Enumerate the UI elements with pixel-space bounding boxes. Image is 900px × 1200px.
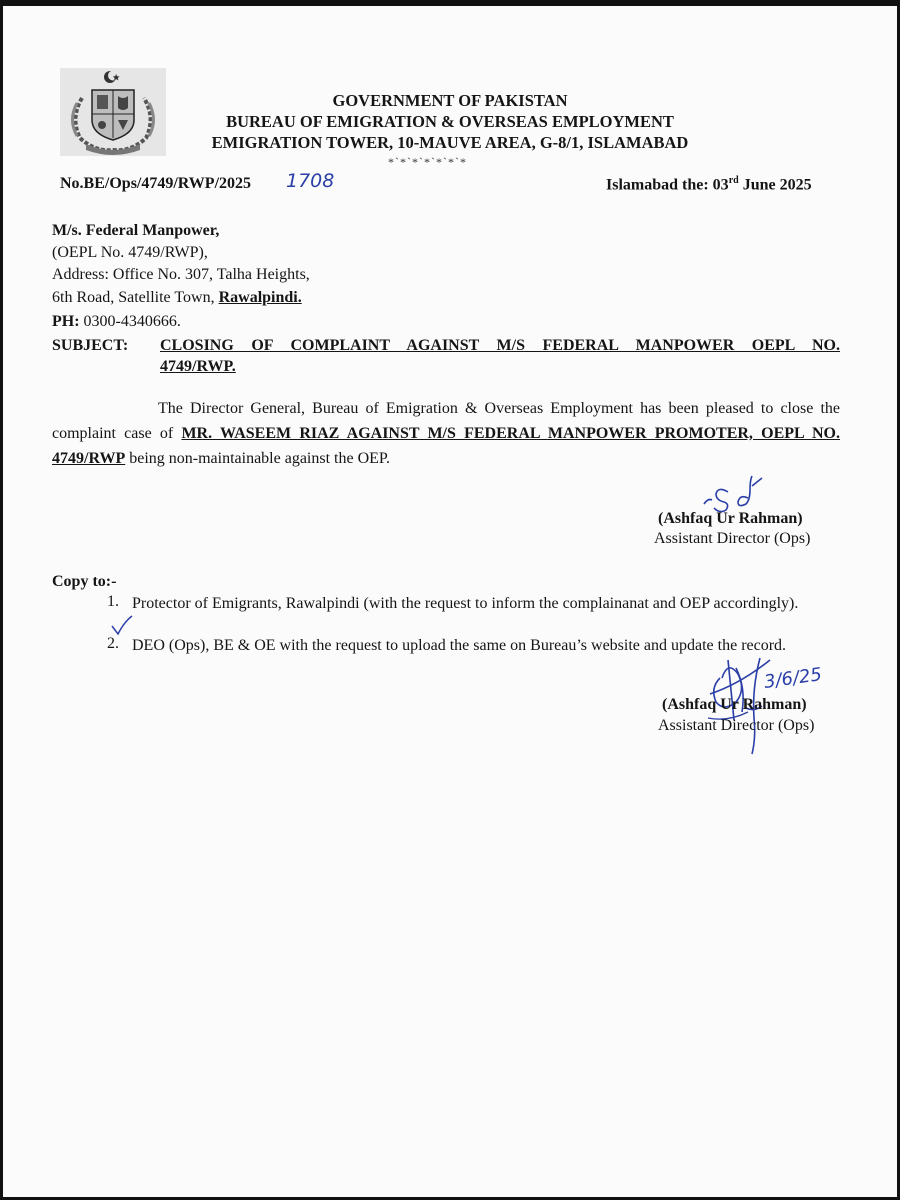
letter-date (606, 175, 812, 194)
body-text-intro: The Director General, Bureau of Emigration & Overseas Employment has been pleased to close the complaint case of (52, 400, 840, 442)
copy-item-1-number: 1. (107, 593, 119, 610)
handwritten-sd-signature-icon (700, 470, 770, 514)
signatory-designation-2: Assistant Director (Ops) (658, 717, 815, 734)
handwritten-diary-number: 1708 (286, 170, 335, 192)
copy-item-1-text: Protector of Emigrants, Rawalpindi (with the request to inform the complainanat and OEP accordingly). (132, 595, 799, 612)
signatory-designation: Assistant Director (Ops) (654, 530, 811, 547)
addressee-address-line2 (52, 289, 302, 307)
signatory-name-2: (Ashfaq Ur Rahman) (662, 696, 807, 713)
signatory-name: (Ashfaq Ur Rahman) (658, 510, 803, 527)
body-paragraph (52, 396, 840, 471)
addressee-phone-line (52, 313, 181, 331)
handwritten-tick-icon (110, 614, 134, 636)
subject-line2: 4749/RWP. (160, 358, 236, 375)
header-address: EMIGRATION TOWER, 10-MAUVE AREA, G-8/1, ISLAMABAD (211, 133, 689, 152)
copy-item-2-number: 2. (107, 635, 119, 652)
header-government: GOVERNMENT OF PAKISTAN (332, 91, 568, 110)
date-rest: June 2025 (738, 176, 812, 194)
date-ordinal: rd (728, 175, 739, 186)
subject-label: SUBJECT: (52, 337, 129, 354)
body-text-end: being non-maintainable against the OEP. (125, 450, 391, 467)
copy-item-2-text: DEO (Ops), BE & OE with the request to upload the same on Bureau’s website and update the record. (132, 637, 787, 654)
handwritten-date: 3/6/25 (762, 664, 824, 693)
phone-number: 0300-4340666. (79, 313, 181, 330)
header-bureau: BUREAU OF EMIGRATION & OVERSEAS EMPLOYMENT (226, 112, 674, 131)
reference-number: No.BE/Ops/4749/RWP/2025 (60, 175, 252, 192)
address-city: Rawalpindi. (218, 289, 302, 306)
subject-line1: CLOSING OF COMPLAINT AGAINST M/S FEDERAL MANPOWER OEPL NO. (160, 337, 840, 354)
scan-border-left (0, 0, 3, 1200)
addressee-address-line1: Address: Office No. 307, Talha Heights, (52, 266, 310, 283)
copy-to-label: Copy to:- (52, 573, 117, 590)
scan-border-top (0, 0, 900, 6)
phone-label: PH: (52, 313, 80, 330)
addressee-license: (OEPL No. 4749/RWP), (52, 244, 208, 261)
date-prefix: Islamabad the: 03 (606, 176, 729, 194)
body-case-title: MR. WASEEM RIAZ AGAINST M/S FEDERAL MANPOWER PROMOTER, OEPL NO. 4749/RWP (52, 425, 840, 467)
addressee-name: M/s. Federal Manpower, (52, 222, 220, 239)
address-street: 6th Road, Satellite Town, (52, 289, 219, 306)
header-separator: *`*`*`*`*`*`* (388, 155, 467, 169)
